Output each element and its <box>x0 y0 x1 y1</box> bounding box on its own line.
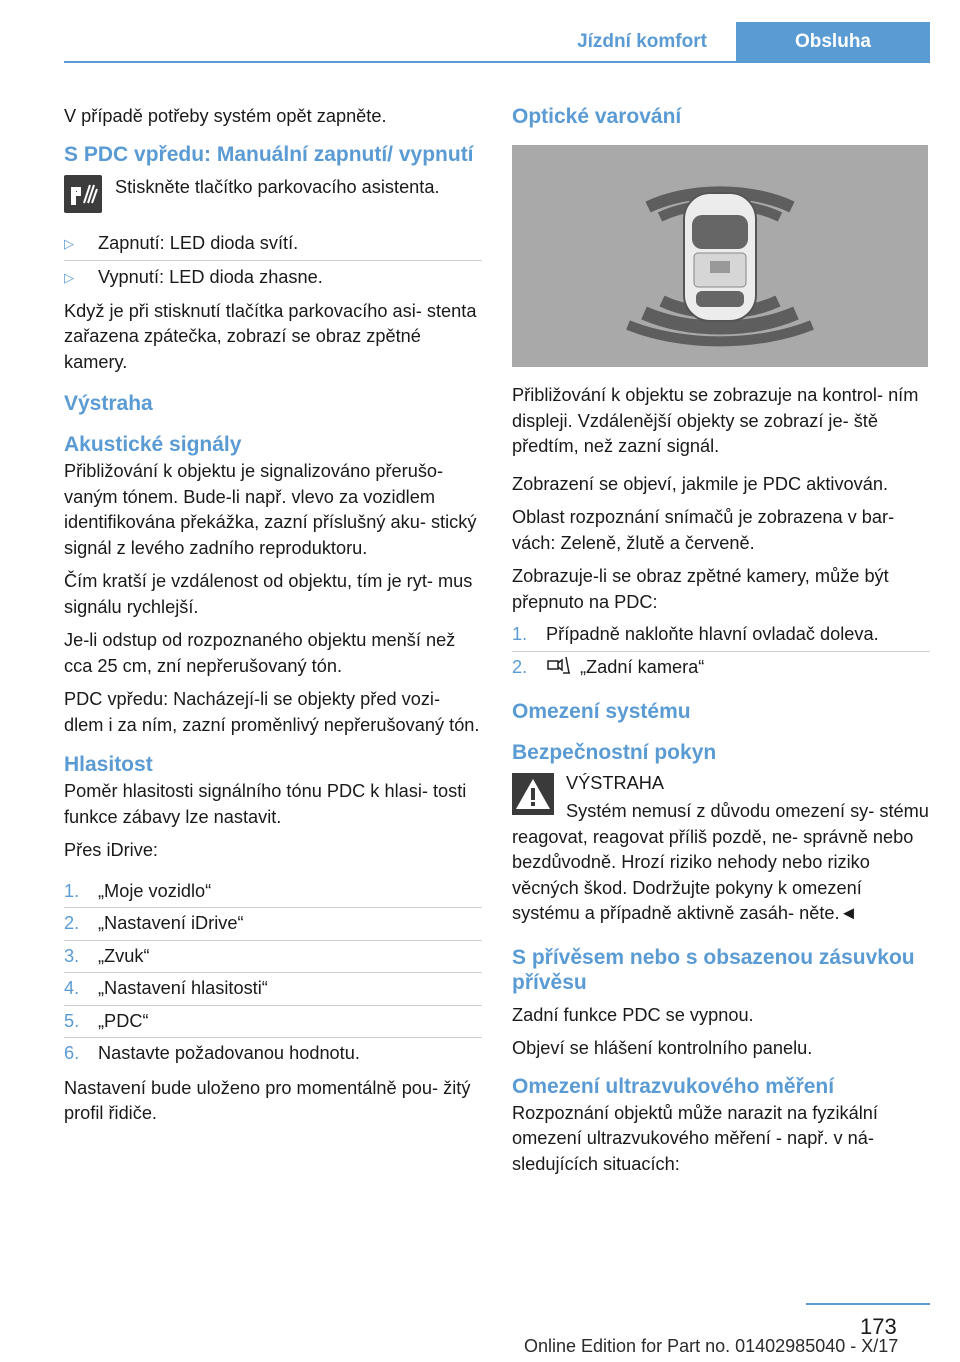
trailer-heading: S přívěsem nebo s obsazenou zásuvkou přívěsu <box>512 945 915 994</box>
bullet-item <box>64 261 482 295</box>
ultrasonic-heading: Omezení ultrazvukového měření <box>512 1074 835 1098</box>
step-item <box>512 652 930 686</box>
bullet-text: Vypnutí: LED dioda zhasne. <box>98 267 323 287</box>
pdc-display-image <box>512 145 928 367</box>
volume-text-2: Přes iDrive: <box>64 840 158 860</box>
step-item <box>64 941 482 974</box>
button-instruction: Stiskněte tlačítko parkovacího asistenta. <box>115 176 440 197</box>
left-column <box>64 104 482 1135</box>
edition-footer: Online Edition for Part no. 01402985040 - X/17 <box>524 1336 899 1356</box>
step-number: 3. <box>64 945 80 966</box>
optical-text-1: Přibližování k objektu se zobrazuje na kontrol- ním displeji. Vzdálenější objekty se zobrazí je- ště předtím, než zazní signál. <box>512 385 919 456</box>
step-item <box>64 876 482 909</box>
step-number: 2. <box>64 913 80 933</box>
volume-text-1: Poměr hlasitosti signálního tónu PDC k hlasi- tosti funkce zábavy lze nastavit. <box>64 781 467 827</box>
bullet-item <box>64 227 482 262</box>
step-text: „Zadní kamera“ <box>580 656 705 677</box>
warning-label: VÝSTRAHA <box>566 773 665 793</box>
step-item <box>64 1006 482 1039</box>
limits-heading: Omezení systému <box>512 700 691 723</box>
step-text: „Moje vozidlo“ <box>98 880 212 901</box>
ultrasonic-text: Rozpoznání objektů může narazit na fyzikální omezení ultrazvukového měření - např. v ná- sledujících situacích: <box>512 1102 878 1174</box>
header-rule <box>64 61 930 63</box>
step-item <box>64 908 482 941</box>
safety-heading: Bezpečnostní pokyn <box>512 741 717 764</box>
step-number: 1. <box>512 624 528 644</box>
step-item <box>64 973 482 1006</box>
optical-text-4: Zobrazuje-li se obraz zpětné kamery, může být přepnuto na PDC: <box>512 566 889 612</box>
step-number: 2. <box>512 656 528 677</box>
car-sensor-illustration <box>512 145 928 367</box>
intro-text: V případě potřeby systém opět zapněte. <box>64 106 387 126</box>
acoustic-heading: Akustické signály <box>64 433 242 456</box>
step-number: 1. <box>64 880 80 901</box>
car-icon <box>684 193 756 321</box>
camera-menu-icon <box>546 655 574 683</box>
acoustic-text-3: Je-li odstup od rozpoznaného objektu menší než cca 25 cm, zní nepřerušovaný tón. <box>64 630 456 676</box>
right-column <box>512 104 930 1185</box>
reverse-gear-text: Když je při stisknutí tlačítka parkovacího asi- stenta zařazena zpátečka, zobrazí se obraz zpětné kamery. <box>64 300 477 372</box>
acoustic-text-4: PDC vpředu: Nacházejí-li se objekty před vozi- dlem i za ním, zazní proměnlivý nepřerušovaný tón. <box>64 689 480 735</box>
warning-triangle-icon <box>512 773 554 815</box>
warning-text: Systém nemusí z důvodu omezení sy- stému reagovat, reagovat příliš pozdě, ne- správně nebo bezdůvodně. Hrozí riziko nehody nebo riziko věcných škod. Dodržujte pokyny k omezení systému a případně aktivně zasáh- něte.◄ <box>512 801 929 923</box>
pdc-heading: S PDC vpředu: Manuální zapnutí/ vypnutí <box>64 142 474 166</box>
header-chapter-tab: Obsluha <box>736 22 930 62</box>
step-text: „Zvuk“ <box>98 945 150 966</box>
acoustic-text-1: Přibližování k objektu je signalizováno přerušo- vaným tónem. Bude-li např. vlevo za vozidlem identifikována překážka, zazní příslušný aku- stický signál z levého zadního reproduktoru. <box>64 461 477 558</box>
step-number: 5. <box>64 1010 80 1031</box>
step-text: „PDC“ <box>98 1010 149 1031</box>
acoustic-text-2: Čím kratší je vzdálenost od objektu, tím je ryt- mus signálu rychlejší. <box>64 571 473 617</box>
step-text: Nastavte požadovanou hodnotu. <box>98 1043 360 1063</box>
optical-text-2: Zobrazení se objeví, jakmile je PDC aktivován. <box>512 473 889 494</box>
pdc-button-row <box>64 175 482 213</box>
trailer-text-2: Objeví se hlášení kontrolního panelu. <box>512 1038 813 1058</box>
bullet-marker: ▷ <box>64 235 74 251</box>
step-text: „Nastavení hlasitosti“ <box>98 978 268 998</box>
trailer-text-1: Zadní funkce PDC se vypnou. <box>512 1004 754 1025</box>
footer-rule <box>806 1303 930 1305</box>
warning-heading: Výstraha <box>64 392 153 415</box>
volume-heading: Hlasitost <box>64 753 153 776</box>
step-text: „Nastavení iDrive“ <box>98 913 244 933</box>
step-item <box>512 619 930 652</box>
step-number: 4. <box>64 978 80 998</box>
step-item <box>64 1038 482 1070</box>
bullet-marker: ▷ <box>64 270 74 285</box>
step-text: Případně nakloňte hlavní ovladač doleva. <box>546 624 879 644</box>
header-section-tab: Jízdní komfort <box>577 31 707 52</box>
step-number: 6. <box>64 1043 80 1063</box>
optical-text-3: Oblast rozpoznání snímačů je zobrazena v bar- vách: Zeleně, žlutě a červeně. <box>512 507 895 553</box>
page-number: 173 <box>860 1314 897 1339</box>
optical-heading: Optické varování <box>512 105 682 128</box>
parking-assistant-button-icon <box>64 175 102 213</box>
volume-text-3: Nastavení bude uloženo pro momentálně pou- žitý profil řidiče. <box>64 1077 471 1123</box>
bullet-text: Zapnutí: LED dioda svítí. <box>98 232 299 253</box>
